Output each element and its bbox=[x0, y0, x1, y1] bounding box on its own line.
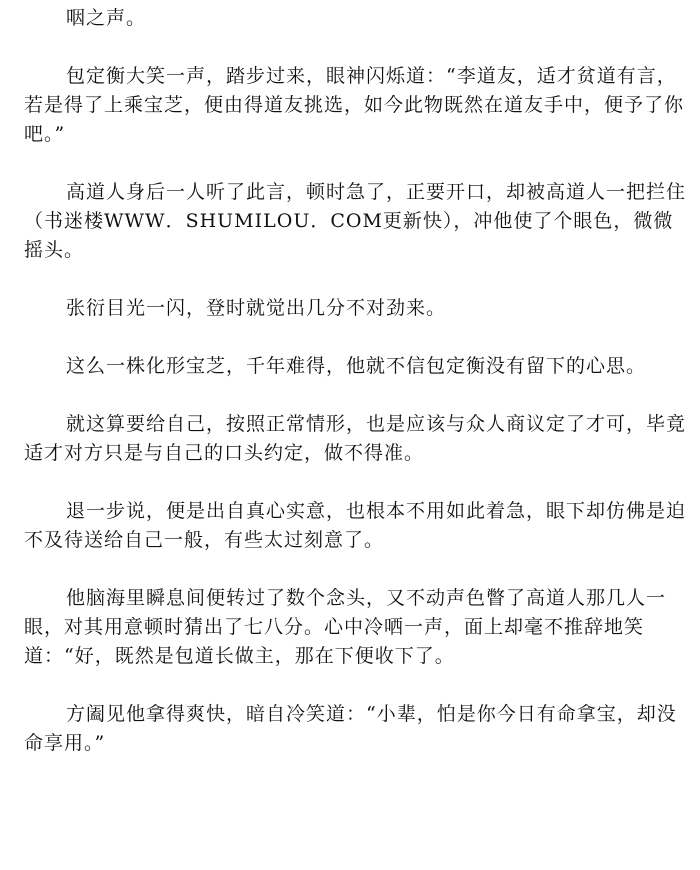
paragraph-9: 方阖见他拿得爽快，暗自冷笑道：“小辈，怕是你今日有命拿宝，却没命享用。” bbox=[24, 703, 677, 754]
paragraph-5: 这么一株化形宝芝，千年难得，他就不信包定衡没有留下的心思。 bbox=[66, 355, 647, 377]
paragraph-8: 他脑海里瞬息间便转过了数个念头，又不动声色瞥了高道人那几人一眼，对其用意顿时猜出了七八分。心中冷哂一声，面上却毫不推辞地笑道：“好，既然是包道长做主，那在下便收下了。 bbox=[24, 587, 667, 667]
paragraph-2: 包定衡大笑一声，踏步过来，眼神闪烁道：“李道友，适才贫道有言，若是得了上乘宝芝，便由得道友挑选，如今此物既然在道友手中，便予了你吧。” bbox=[24, 65, 685, 145]
paragraph-7: 退一步说，便是出自真心实意，也根本不用如此着急，眼下却仿佛是迫不及待送给自己一般，有些太过刻意了。 bbox=[24, 500, 687, 551]
paragraph-4: 张衍目光一闪，登时就觉出几分不对劲来。 bbox=[66, 297, 447, 319]
paragraph-6: 就这算要给自己，按照正常情形，也是应该与众人商议定了才可，毕竟适才对方只是与自己的口头约定，做不得准。 bbox=[24, 413, 687, 464]
paragraph-3: 高道人身后一人听了此言，顿时急了，正要开口，却被高道人一把拦住（书迷楼WWW．SHUMILOU．COM更新快），冲他使了个眼色，微微摇头。 bbox=[24, 181, 687, 261]
paragraph-1: 咽之声。 bbox=[66, 7, 147, 29]
